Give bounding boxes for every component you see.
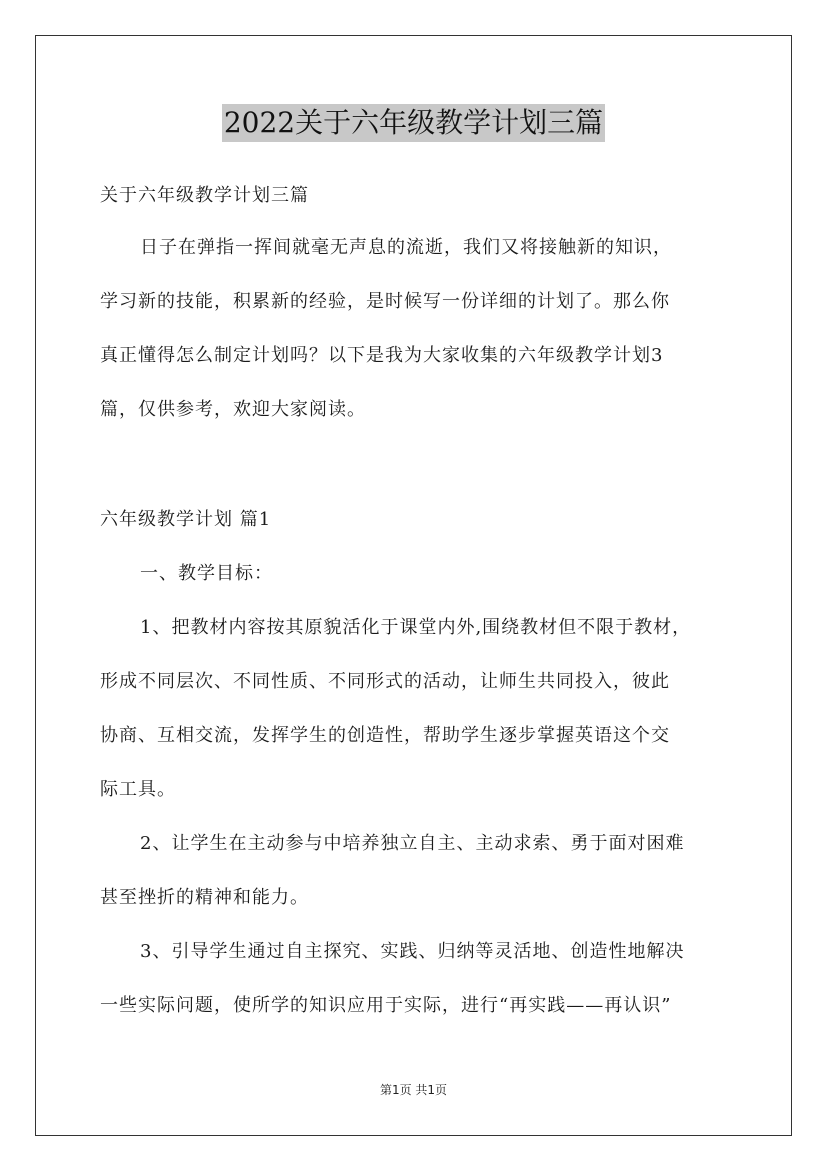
subtitle: 关于六年级教学计划三篇	[100, 185, 309, 206]
section-heading: 六年级教学计划 篇1	[100, 509, 272, 530]
intro-line-3: 真正懂得怎么制定计划吗？以下是我为大家收集的六年级教学计划3	[100, 345, 664, 366]
item1-line-1: 1、把教材内容按其原貌活化于课堂内外,围绕教材但不限于教材，	[140, 617, 692, 638]
intro-line-2: 学习新的技能，积累新的经验，是时候写一份详细的计划了。那么你	[100, 291, 670, 312]
item3-line-1: 3、引导学生通过自主探究、实践、归纳等灵活地、创造性地解决	[140, 941, 685, 962]
document-title-text: 2022关于六年级教学计划三篇	[222, 104, 605, 142]
item1-line-2: 形成不同层次、不同性质、不同形式的活动，让师生共同投入，彼此	[100, 671, 670, 692]
goals-heading: 一、教学目标：	[140, 563, 273, 584]
item3-line-2: 一些实际问题，使所学的知识应用于实际，进行“再实践——再认识”	[100, 995, 672, 1016]
document-title	[0, 104, 827, 142]
intro-line-1: 日子在弹指一挥间就毫无声息的流逝，我们又将接触新的知识，	[140, 237, 672, 258]
item1-line-4: 际工具。	[100, 779, 176, 800]
item1-line-3: 协商、互相交流，发挥学生的创造性，帮助学生逐步掌握英语这个交	[100, 725, 670, 746]
item2-line-2: 甚至挫折的精神和能力。	[100, 887, 309, 908]
intro-line-4: 篇，仅供参考，欢迎大家阅读。	[100, 399, 366, 420]
item2-line-1: 2、让学生在主动参与中培养独立自主、主动求索、勇于面对困难	[140, 833, 685, 854]
page-number-footer: 第1页 共1页	[379, 1083, 448, 1097]
